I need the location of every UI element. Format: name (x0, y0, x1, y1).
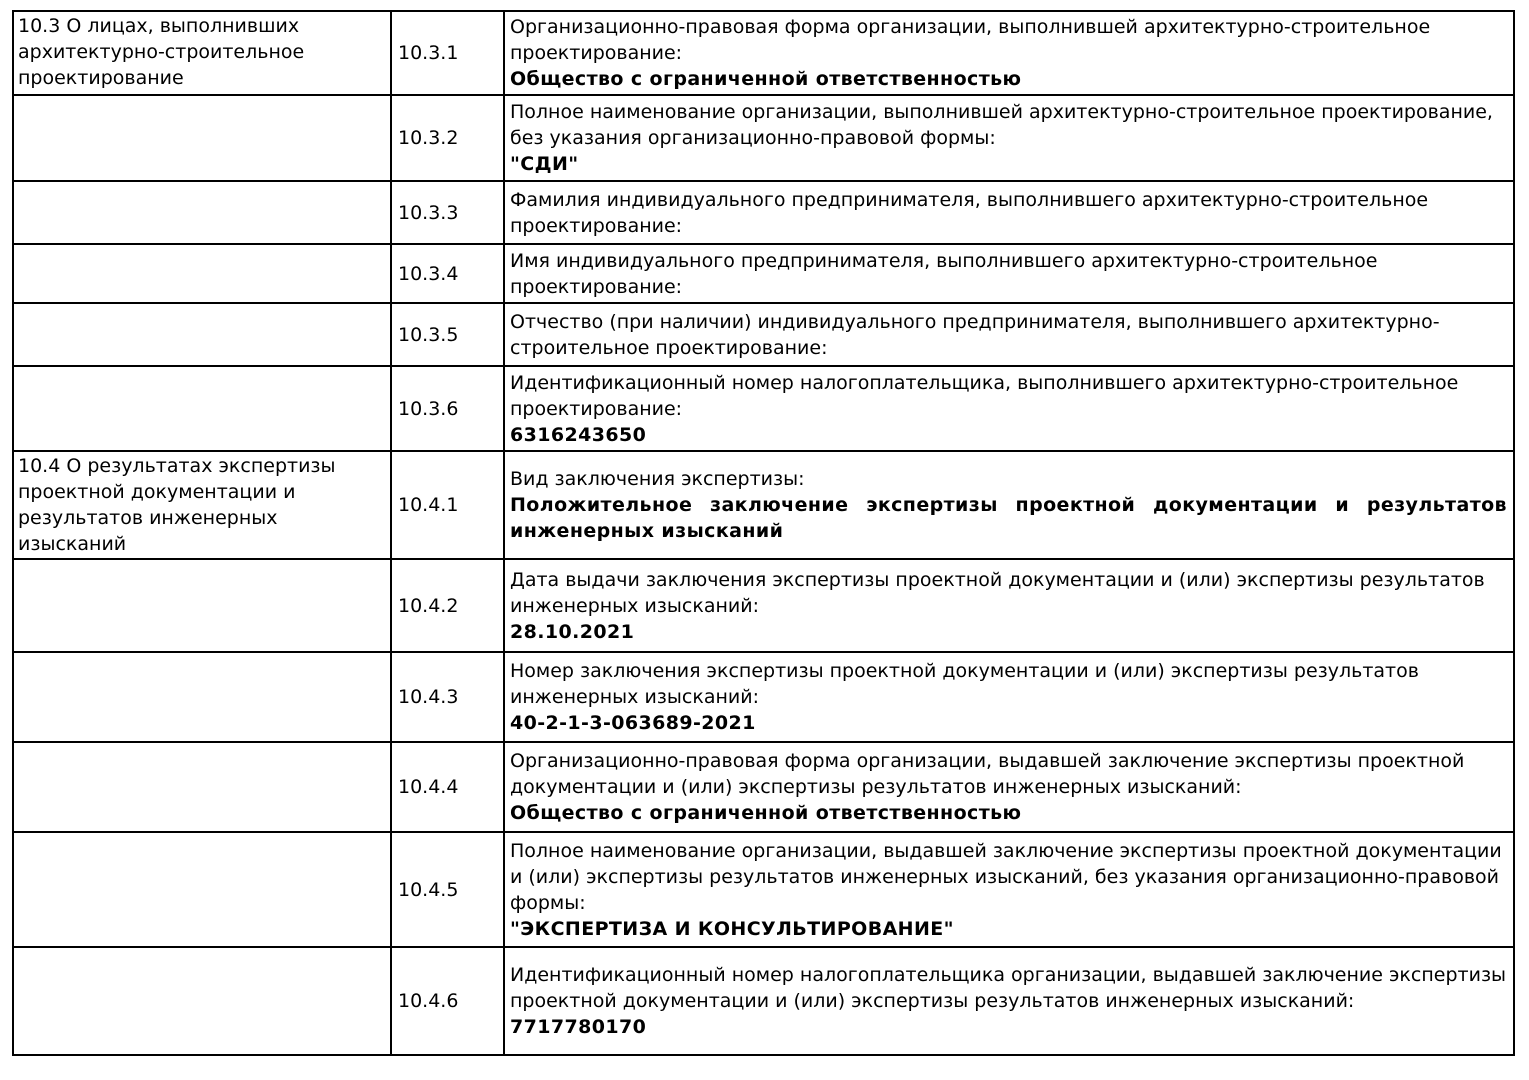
row-code: 10.4.3 (398, 686, 459, 708)
field-value: 28.10.2021 (510, 620, 635, 643)
row-code: 10.4.6 (398, 990, 459, 1012)
section-cell (13, 742, 391, 832)
field-value: 40-2-1-3-063689-2021 (510, 712, 756, 734)
field-label: Имя индивидуального предпринимателя, выполнившего архитектурно-строительное проектирование: (510, 249, 1378, 298)
section-cell (13, 947, 391, 1055)
section-title: 10.3 О лицах, выполнивших архитектурно-строительное проектирование (18, 15, 305, 89)
code-cell (391, 652, 504, 742)
content-cell (504, 742, 1514, 832)
field-value: 6316243650 (510, 423, 647, 446)
code-cell (391, 11, 504, 95)
row-code: 10.4.5 (398, 878, 459, 901)
row-code: 10.4.4 (398, 776, 459, 798)
code-cell (391, 832, 504, 947)
field-value: Общество с ограниченной ответственностью (510, 802, 1022, 824)
code-cell (391, 559, 504, 652)
code-cell (391, 303, 504, 366)
row-code: 10.3.3 (398, 201, 459, 224)
table-row (13, 244, 1514, 303)
table-row (13, 181, 1514, 244)
section-cell (13, 832, 391, 947)
section-cell (13, 244, 391, 303)
content-cell (504, 451, 1514, 559)
content-cell (504, 11, 1514, 95)
content-cell (504, 303, 1514, 366)
section-cell (13, 95, 391, 181)
field-label: Организационно-правовая форма организации, выдавшей заключение экспертизы проектной документации и (или) экспертизы результатов инженерных изысканий: (510, 750, 1465, 798)
row-code: 10.4.1 (398, 494, 459, 516)
declaration-table (12, 10, 1515, 1056)
content-cell (504, 947, 1514, 1055)
table-row (13, 451, 1514, 559)
field-value: "ЭКСПЕРТИЗА И КОНСУЛЬТИРОВАНИЕ" (510, 917, 954, 940)
field-label: Полное наименование организации, выполнившей архитектурно-строительное проектирование, без указания организационно-правовой формы: (510, 101, 1493, 149)
field-label: Идентификационный номер налогоплательщика, выполнившего архитектурно-строительное проектирование: (510, 371, 1459, 420)
table-row (13, 366, 1514, 451)
table-row (13, 11, 1514, 95)
field-label: Отчество (при наличии) индивидуального предпринимателя, выполнившего архитектурно-строительное проектирование: (510, 310, 1440, 359)
code-cell (391, 95, 504, 181)
section-cell (13, 366, 391, 451)
section-cell (13, 181, 391, 244)
section-cell (13, 559, 391, 652)
content-cell (504, 559, 1514, 652)
table-row (13, 95, 1514, 181)
table-row (13, 559, 1514, 652)
code-cell (391, 742, 504, 832)
code-cell (391, 244, 504, 303)
section-title: 10.4 О результатах экспертизы проектной документации и результатов инженерных изысканий (18, 455, 336, 555)
row-code: 10.3.4 (398, 262, 459, 285)
table-row (13, 652, 1514, 742)
field-value: Положительное заключение экспертизы проектной документации и результатов инженерных изысканий (510, 494, 1507, 542)
section-cell (13, 652, 391, 742)
code-cell (391, 451, 504, 559)
row-code: 10.3.6 (398, 397, 459, 420)
section-cell (13, 451, 391, 559)
field-label: Номер заключения экспертизы проектной документации и (или) экспертизы результатов инженерных изысканий: (510, 660, 1419, 708)
table-row (13, 742, 1514, 832)
row-code: 10.3.5 (398, 323, 459, 346)
content-cell (504, 832, 1514, 947)
content-cell (504, 366, 1514, 451)
row-code: 10.3.1 (398, 42, 459, 64)
content-cell (504, 181, 1514, 244)
content-cell (504, 652, 1514, 742)
field-label: Организационно-правовая форма организации, выполнившей архитектурно-строительное проектирование: (510, 16, 1431, 64)
field-label: Вид заключения экспертизы: (510, 468, 805, 490)
field-value: 7717780170 (510, 1016, 647, 1038)
field-label: Полное наименование организации, выдавшей заключение экспертизы проектной документации и (или) экспертизы результатов инженерных изысканий, без указания организационно-правовой формы: (510, 839, 1502, 914)
row-code: 10.4.2 (398, 594, 459, 617)
section-cell (13, 303, 391, 366)
content-cell (504, 244, 1514, 303)
section-cell (13, 11, 391, 95)
code-cell (391, 366, 504, 451)
table-row (13, 832, 1514, 947)
field-label: Дата выдачи заключения экспертизы проектной документации и (или) экспертизы результатов инженерных изысканий: (510, 568, 1485, 617)
field-label: Фамилия индивидуального предпринимателя, выполнившего архитектурно-строительное проектирование: (510, 188, 1429, 237)
field-value: "СДИ" (510, 153, 579, 175)
table-row (13, 303, 1514, 366)
table-row (13, 947, 1514, 1055)
field-label: Идентификационный номер налогоплательщика организации, выдавшей заключение экспертизы проектной документации и (или) экспертизы результатов инженерных изысканий: (510, 964, 1507, 1012)
code-cell (391, 947, 504, 1055)
code-cell (391, 181, 504, 244)
content-cell (504, 95, 1514, 181)
row-code: 10.3.2 (398, 127, 459, 149)
field-value: Общество с ограниченной ответственностью (510, 68, 1022, 90)
